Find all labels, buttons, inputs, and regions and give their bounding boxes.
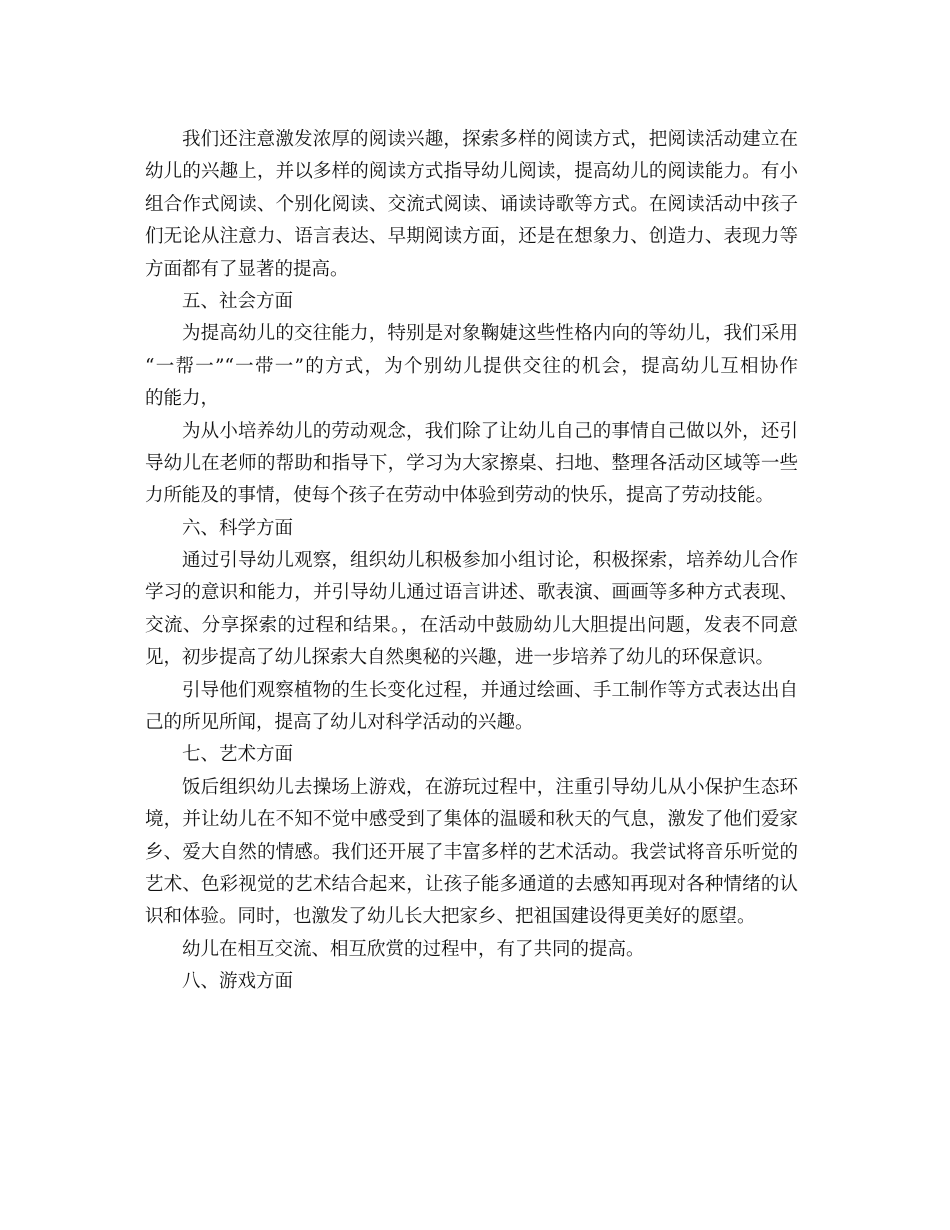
paragraph-social-communication — [145, 318, 798, 415]
document-body — [145, 124, 798, 999]
text-line: 组合作式阅读、个别化阅读、交流式阅读、诵读诗歌等方式。在阅读活动中孩子 — [145, 193, 798, 215]
text-line: 境，并让幼儿在不知不觉中感受到了集体的温暖和秋天的气息，激发了他们爱家 — [145, 809, 798, 831]
paragraph-art-mutual: 幼儿在相互交流、相互欣赏的过程中，有了共同的提高。 — [182, 938, 645, 960]
text-line: 通过引导幼儿观察，组织幼儿积极参加小组讨论，积极探索，培养幼儿合作 — [182, 550, 798, 572]
paragraph-social-labor — [145, 416, 798, 513]
text-line: 为从小培养幼儿的劳动观念，我们除了让幼儿自己的事情自己做以外，还引 — [182, 420, 798, 442]
text-line: 引导他们观察植物的生长变化过程，并通过绘画、手工制作等方式表达出自 — [182, 679, 798, 701]
text-line: “一帮一”“一带一”的方式，为个别幼儿提供交往的机会，提高幼儿互相协作 — [145, 355, 798, 377]
text-line: 的能力， — [145, 388, 220, 410]
section-heading-social: 五、社会方面 — [182, 290, 294, 312]
text-line: 学习的意识和能力，并引导幼儿通过语言讲述、歌表演、画画等多种方式表现、 — [145, 582, 798, 604]
section-heading-art: 七、艺术方面 — [182, 744, 294, 766]
section-heading-science: 六、科学方面 — [182, 517, 294, 539]
paragraph-reading — [145, 124, 798, 286]
paragraph-science-plants — [145, 675, 798, 740]
text-line: 交流、分享探索的过程和结果。，在活动中鼓励幼儿大胆提出问题，发表不同意 — [145, 614, 798, 636]
text-line: 识和体验。同时，也激发了幼儿长大把家乡、把祖国建设得更美好的愿望。 — [145, 906, 756, 928]
section-heading-games: 八、游戏方面 — [182, 971, 294, 993]
text-line: 饭后组织幼儿去操场上游戏，在游玩过程中，注重引导幼儿从小保护生态环 — [182, 776, 798, 798]
text-line: 见，初步提高了幼儿探索大自然奥秘的兴趣，进一步培养了幼儿的环保意识。 — [145, 647, 775, 669]
text-line: 们无论从注意力、语言表达、早期阅读方面，还是在想象力、创造力、表现力等 — [145, 226, 798, 248]
text-line: 方面都有了显著的提高。 — [145, 258, 349, 280]
text-line: 为提高幼儿的交往能力，特别是对象鞠婕这些性格内向的等幼儿，我们采用 — [182, 323, 798, 345]
text-line: 导幼儿在老师的帮助和指导下，学习为大家擦桌、扫地、整理各活动区域等一些 — [145, 452, 798, 474]
text-line: 己的所见所闻，提高了幼儿对科学活动的兴趣。 — [145, 712, 534, 734]
text-line: 力所能及的事情，使每个孩子在劳动中体验到劳动的快乐，提高了劳动技能。 — [145, 485, 775, 507]
paragraph-science-observation — [145, 545, 798, 675]
text-line: 艺术、色彩视觉的艺术结合起来，让孩子能多通道的去感知再现对各种情绪的认 — [145, 873, 798, 895]
text-line: 我们还注意激发浓厚的阅读兴趣，探索多样的阅读方式，把阅读活动建立在 — [182, 129, 798, 150]
text-line: 乡、爱大自然的情感。我们还开展了丰富多样的艺术活动。我尝试将音乐听觉的 — [145, 841, 798, 863]
text-line: 幼儿的兴趣上，并以多样的阅读方式指导幼儿阅读，提高幼儿的阅读能力。有小 — [145, 161, 798, 183]
paragraph-art-activities — [145, 772, 798, 934]
